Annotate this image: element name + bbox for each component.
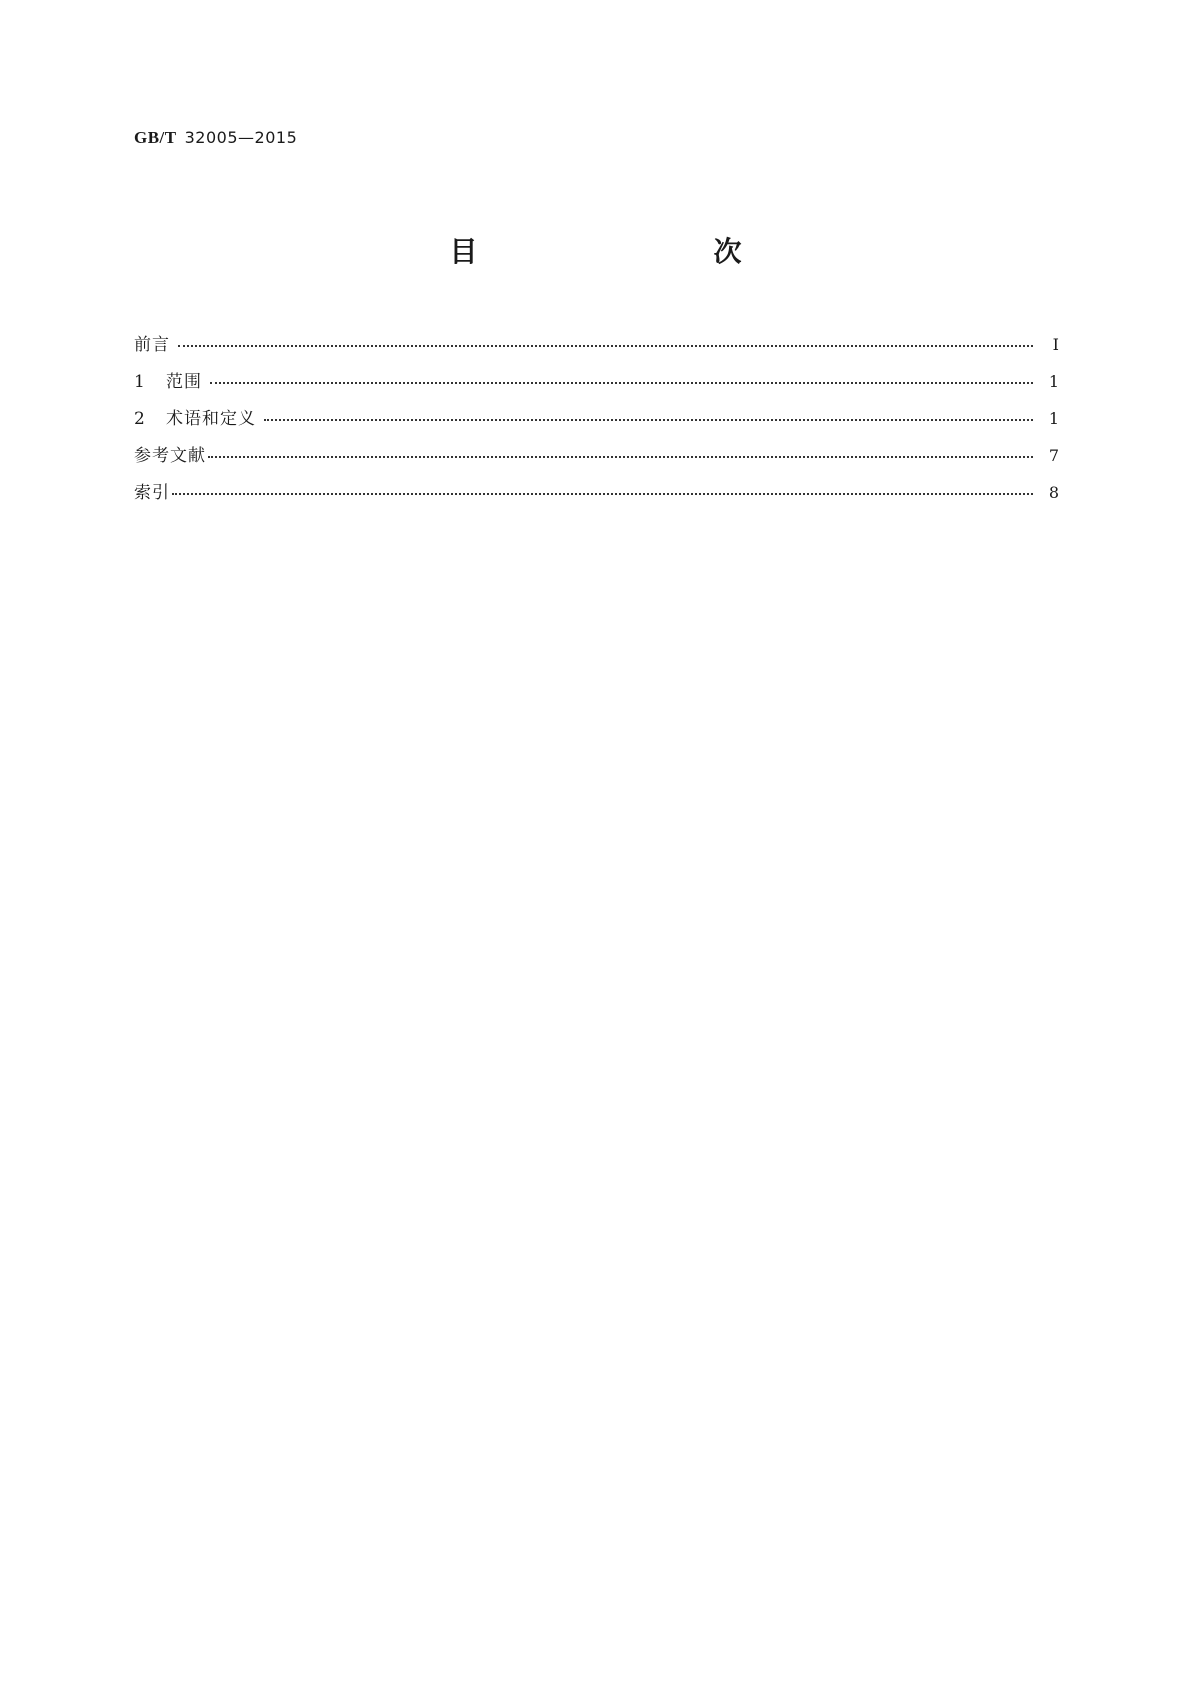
toc-entry-label: 索引	[134, 483, 170, 503]
toc-entry-bibliography[interactable]	[134, 441, 1059, 478]
toc-entry-scope[interactable]	[134, 367, 1059, 404]
toc-section-number: 2	[134, 409, 146, 429]
standard-prefix: GB/T	[134, 128, 177, 147]
toc-entry-label: 2 术语和定义	[134, 409, 256, 429]
standard-number: 32005—2015	[184, 128, 298, 147]
toc-section-number: 1	[134, 372, 146, 392]
toc-entry-page: 1	[1048, 409, 1059, 428]
toc-leader-dots	[172, 481, 1033, 498]
toc-entry-page: Ⅰ	[1052, 335, 1059, 354]
toc-leader-dots	[208, 444, 1033, 461]
standard-code	[134, 128, 297, 148]
toc-leader-dots	[210, 370, 1033, 387]
toc-title: 目 次	[449, 235, 802, 268]
toc-entry-page: 8	[1048, 483, 1059, 502]
toc-entry-foreword[interactable]	[134, 330, 1059, 367]
toc-entry-terms[interactable]	[134, 404, 1059, 441]
toc-leader-dots	[178, 333, 1033, 350]
toc-entry-page: 1	[1048, 372, 1059, 391]
toc-entry-page: 7	[1048, 446, 1059, 465]
toc-entry-label: 参考文献	[134, 446, 206, 466]
toc-entry-label: 1 范围	[134, 372, 202, 392]
toc-leader-dots	[264, 407, 1033, 424]
toc-entry-index[interactable]	[134, 478, 1059, 515]
table-of-contents	[134, 330, 1059, 515]
toc-entry-label: 前言	[134, 335, 170, 355]
